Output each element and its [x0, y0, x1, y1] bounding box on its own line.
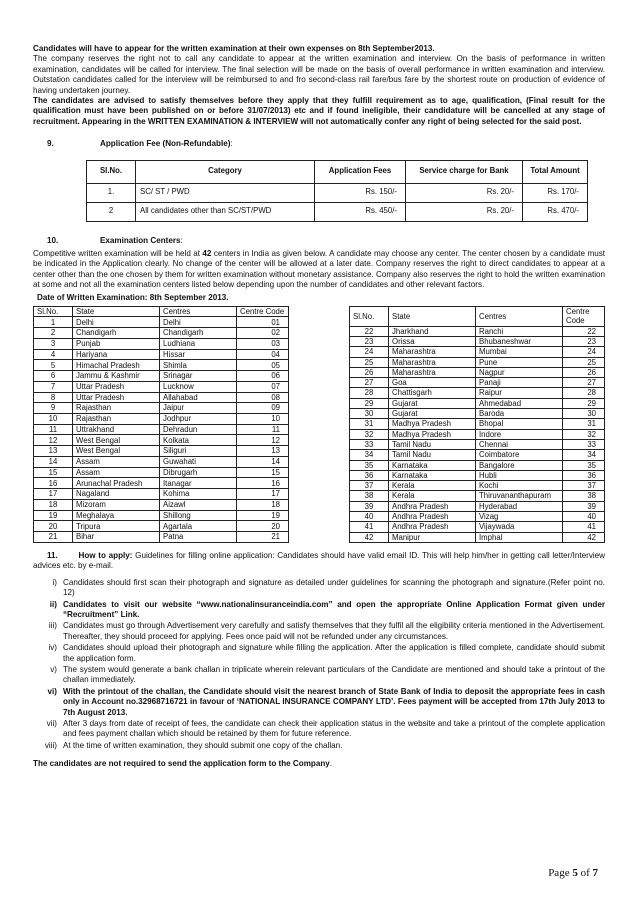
center-slno: 27 [350, 378, 389, 388]
center-code: 33 [563, 439, 605, 449]
center-name: Shimla [160, 360, 237, 371]
centers-header-row [350, 307, 605, 327]
center-name: Hissar [160, 349, 237, 360]
centers-count: 42 [202, 249, 212, 259]
center-code: 17 [237, 489, 289, 500]
center-code: 18 [237, 499, 289, 510]
center-state: Himachal Pradesh [73, 360, 160, 371]
item-numeral: ii) [49, 599, 57, 609]
fee-row [87, 202, 588, 221]
center-slno: 2 [34, 328, 73, 339]
center-code: 26 [563, 367, 605, 377]
center-state: Assam [73, 467, 160, 478]
center-state: Andhra Pradesh [389, 501, 476, 511]
center-code: 01 [237, 317, 289, 328]
center-slno: 11 [34, 424, 73, 435]
center-row [34, 499, 289, 510]
center-row [34, 338, 289, 349]
item-numeral: iv) [48, 643, 57, 653]
section-10-title: Examination Centers [100, 235, 181, 245]
centers-header-slno: Sl.No. [34, 307, 73, 317]
center-state: Kerala [389, 481, 476, 491]
center-code: 25 [563, 357, 605, 367]
center-name: Vizag [476, 512, 563, 522]
center-name: Siliguri [160, 446, 237, 457]
center-name: Allahabad [160, 392, 237, 403]
how-to-apply-item [33, 600, 605, 621]
center-state: Bihar [73, 532, 160, 543]
center-state: Meghalaya [73, 510, 160, 521]
center-name: Dibrugarh [160, 467, 237, 478]
center-row [350, 481, 605, 491]
how-to-apply-item [33, 719, 605, 740]
center-state: Uttar Pradesh [73, 381, 160, 392]
center-name: Kolkata [160, 435, 237, 446]
center-row [350, 512, 605, 522]
center-row [34, 317, 289, 328]
centers-paragraph-a: Competitive written examination will be held at [33, 249, 203, 259]
center-row [34, 446, 289, 457]
center-code: 08 [237, 392, 289, 403]
center-slno: 34 [350, 450, 389, 460]
center-row [34, 510, 289, 521]
centers-paragraph-b: centers in India as given below. A candidate may choose any center. The center chosen by a candidate must be indicated in the Application clearly. No change of the center will be allowed at a later date. Company reserves the right to direct candidates to appear at a center other than the one chosen by them for written examination without monetary assistance. Company also reserves the right to hold the written examination at some and not all the examination centers listed below depending upon the number of candidates and other relevant factors. [33, 249, 605, 290]
center-slno: 23 [350, 336, 389, 346]
center-name: Jaipur [160, 403, 237, 414]
exam-date: Date of Written Examination: 8th September 2013. [37, 292, 229, 302]
center-row [34, 478, 289, 489]
center-state: Tripura [73, 521, 160, 532]
item-text: At the time of written examination, they should submit one copy of the challan. [63, 740, 343, 750]
center-row [34, 435, 289, 446]
fee-cell: Rs. 20/- [406, 202, 523, 221]
center-slno: 26 [350, 367, 389, 377]
center-state: Orissa [389, 336, 476, 346]
center-state: Karnataka [389, 460, 476, 470]
center-state: Tamil Nadu [389, 450, 476, 460]
center-slno: 5 [34, 360, 73, 371]
center-code: 31 [563, 419, 605, 429]
fee-cell: Rs. 150/- [315, 183, 406, 202]
fee-cell: 1. [87, 183, 136, 202]
center-state: Rajasthan [73, 403, 160, 414]
center-row [350, 450, 605, 460]
center-state: Chattisgarh [389, 388, 476, 398]
fee-cell: 2 [87, 202, 136, 221]
center-row [350, 388, 605, 398]
center-state: Goa [389, 378, 476, 388]
item-numeral: iii) [48, 621, 57, 631]
centers-header-centres: Centres [476, 307, 563, 327]
fee-header-total: Total Amount [523, 160, 588, 183]
center-state: Andhra Pradesh [389, 512, 476, 522]
center-row [34, 521, 289, 532]
centers-header-centres: Centres [160, 307, 237, 317]
center-row [350, 409, 605, 419]
centers-header-slno: Sl.No. [350, 307, 389, 327]
section-9-heading [33, 139, 605, 149]
closing-dot: . [329, 759, 333, 769]
item-numeral: i) [52, 577, 57, 587]
center-row [350, 347, 605, 357]
center-slno: 21 [34, 532, 73, 543]
centers-header-code: Centre Code [237, 307, 289, 317]
center-name: Lucknow [160, 381, 237, 392]
center-slno: 4 [34, 349, 73, 360]
center-row [34, 360, 289, 371]
section-9-number: 9. [47, 139, 54, 149]
center-slno: 25 [350, 357, 389, 367]
center-code: 16 [237, 478, 289, 489]
center-name: Indore [476, 429, 563, 439]
item-text: After 3 days from date of receipt of fees, the candidate can check their application status in the website and take a printout of the complete application and fees payment challan which should be retained by them for future reference. [63, 719, 605, 739]
how-to-apply-item [33, 741, 605, 751]
fee-cell: Rs. 470/- [523, 202, 588, 221]
fee-cell: SC/ ST / PWD [136, 183, 315, 202]
center-row [34, 349, 289, 360]
how-to-apply-item [33, 643, 605, 664]
center-name: Mumbai [476, 347, 563, 357]
center-name: Imphal [476, 532, 563, 542]
center-slno: 6 [34, 371, 73, 382]
footer-of-word: of [580, 867, 590, 879]
center-code: 37 [563, 481, 605, 491]
center-name: Ludhiana [160, 338, 237, 349]
center-slno: 17 [34, 489, 73, 500]
center-code: 23 [563, 336, 605, 346]
fee-header-row [87, 160, 588, 183]
center-name: Panaji [476, 378, 563, 388]
center-code: 07 [237, 381, 289, 392]
center-slno: 7 [34, 381, 73, 392]
center-code: 35 [563, 460, 605, 470]
center-code: 42 [563, 532, 605, 542]
center-code: 29 [563, 398, 605, 408]
center-name: Hubli [476, 470, 563, 480]
center-slno: 37 [350, 481, 389, 491]
center-slno: 13 [34, 446, 73, 457]
center-slno: 18 [34, 499, 73, 510]
center-code: 34 [563, 450, 605, 460]
center-name: Pune [476, 357, 563, 367]
fee-header-service-charge: Service charge for Bank [406, 160, 523, 183]
center-name: Bangalore [476, 460, 563, 470]
center-row [34, 424, 289, 435]
center-row [350, 336, 605, 346]
center-name: Ahmedabad [476, 398, 563, 408]
center-slno: 19 [34, 510, 73, 521]
center-slno: 39 [350, 501, 389, 511]
center-code: 12 [237, 435, 289, 446]
center-slno: 14 [34, 456, 73, 467]
center-name: Itanagar [160, 478, 237, 489]
fee-header-category: Category [136, 160, 315, 183]
centers-header-state: State [389, 307, 476, 327]
center-code: 24 [563, 347, 605, 357]
center-row [34, 489, 289, 500]
center-slno: 8 [34, 392, 73, 403]
item-text: The system would generate a bank challan in triplicate wherein relevant particulars of the Candidate are mentioned and should take a printout of the challan immediately. [63, 664, 605, 685]
fee-cell: Rs. 450/- [315, 202, 406, 221]
centers-paragraph [33, 249, 605, 291]
center-slno: 31 [350, 419, 389, 429]
item-numeral: v) [50, 664, 57, 674]
center-name: Agartala [160, 521, 237, 532]
center-slno: 33 [350, 439, 389, 449]
center-slno: 22 [350, 326, 389, 336]
center-row [34, 456, 289, 467]
center-name: Shillong [160, 510, 237, 521]
center-state: Karnataka [389, 470, 476, 480]
center-row [350, 326, 605, 336]
center-slno: 15 [34, 467, 73, 478]
footer-page-word: Page [548, 867, 570, 879]
section-10-heading [33, 236, 605, 246]
section-9-title: Application Fee (Non-Refundable) [100, 139, 231, 149]
center-state: Assam [73, 456, 160, 467]
center-code: 32 [563, 429, 605, 439]
center-name: Chennai [476, 439, 563, 449]
center-code: 03 [237, 338, 289, 349]
center-name: Hyderabad [476, 501, 563, 511]
center-row [350, 419, 605, 429]
center-state: Gujarat [389, 409, 476, 419]
center-code: 40 [563, 512, 605, 522]
center-name: Delhi [160, 317, 237, 328]
center-slno: 35 [350, 460, 389, 470]
center-row [350, 501, 605, 511]
center-row [350, 491, 605, 501]
how-to-apply-list [33, 578, 605, 752]
center-state: Jharkhand [389, 326, 476, 336]
exam-expense-note: Candidates will have to appear for the written examination at their own expenses on 8th September2013. [33, 44, 435, 53]
section-11-number: 11. [47, 550, 58, 560]
center-state: Maharashtra [389, 347, 476, 357]
item-numeral: viii) [44, 740, 57, 750]
center-state: Rajasthan [73, 414, 160, 425]
center-slno: 10 [34, 414, 73, 425]
center-code: 20 [237, 521, 289, 532]
center-name: Kochi [476, 481, 563, 491]
center-code: 21 [237, 532, 289, 543]
center-name: Aizawl [160, 499, 237, 510]
center-slno: 16 [34, 478, 73, 489]
center-state: Maharashtra [389, 367, 476, 377]
centers-header-code: Centre Code [563, 307, 605, 327]
center-state: Kerala [389, 491, 476, 501]
document-page [33, 44, 605, 770]
closing-note [33, 759, 605, 769]
center-row [350, 398, 605, 408]
footer-page-total: 7 [592, 867, 598, 879]
center-slno: 24 [350, 347, 389, 357]
center-state: Maharashtra [389, 357, 476, 367]
center-code: 14 [237, 456, 289, 467]
center-slno: 20 [34, 521, 73, 532]
center-code: 02 [237, 328, 289, 339]
center-code: 27 [563, 378, 605, 388]
center-slno: 9 [34, 403, 73, 414]
section-11-intro [33, 551, 605, 572]
center-state: Uttar Pradesh [73, 392, 160, 403]
center-row [350, 522, 605, 532]
center-row [34, 381, 289, 392]
center-state: Mizoram [73, 499, 160, 510]
center-code: 13 [237, 446, 289, 457]
center-slno: 41 [350, 522, 389, 532]
center-row [34, 467, 289, 478]
center-row [350, 378, 605, 388]
center-slno: 28 [350, 388, 389, 398]
center-state: Uttrakhand [73, 424, 160, 435]
item-text: Candidates to visit our website “www.nationalinsuranceindia.com” and open the appropriate Online Application Format given under “Recruitment” Link. [63, 599, 605, 619]
center-row [34, 328, 289, 339]
item-text: With the printout of the challan, the Candidate should visit the nearest branch of State Bank of India to deposit the appropriate fees in cash only in Account no.32968716721 in favour of ‘NATIONAL INSURANCE COMPANY LTD’. Fees payment will be accepted from 17th July 2013 to 7th August 2013. [63, 686, 605, 717]
center-state: Tamil Nadu [389, 439, 476, 449]
center-slno: 30 [350, 409, 389, 419]
centers-header-row [34, 307, 289, 317]
center-slno: 42 [350, 532, 389, 542]
center-state: West Bengal [73, 446, 160, 457]
application-fee-table [86, 160, 588, 222]
centers-header-state: State [73, 307, 160, 317]
center-state: Punjab [73, 338, 160, 349]
center-slno: 36 [350, 470, 389, 480]
center-slno: 38 [350, 491, 389, 501]
center-code: 22 [563, 326, 605, 336]
center-name: Ranchi [476, 326, 563, 336]
section-9-colon: : [230, 139, 233, 149]
center-row [34, 371, 289, 382]
center-code: 15 [237, 467, 289, 478]
center-name: Raipur [476, 388, 563, 398]
fee-header-fees: Application Fees [315, 160, 406, 183]
center-code: 10 [237, 414, 289, 425]
center-state: Arunachal Pradesh [73, 478, 160, 489]
center-state: Madhya Pradesh [389, 429, 476, 439]
center-name: Patna [160, 532, 237, 543]
center-row [34, 532, 289, 543]
center-code: 05 [237, 360, 289, 371]
centers-table-left [33, 306, 289, 543]
fee-cell: Rs. 20/- [406, 183, 523, 202]
center-name: Bhopal [476, 419, 563, 429]
center-code: 06 [237, 371, 289, 382]
how-to-apply-item [33, 687, 605, 718]
center-state: Gujarat [389, 398, 476, 408]
center-state: Nagaland [73, 489, 160, 500]
center-slno: 32 [350, 429, 389, 439]
center-name: Baroda [476, 409, 563, 419]
eligibility-note: The candidates are advised to satisfy themselves before they apply that they fulfill requirement as to age, qualification, (Final result for the qualification must have been published on or before 31/07/2013) etc and if found ineligible, their candidature will be cancelled at any stage of recruitment. Appearing in the WRITTEN EXAMINATION & INTERVIEW will not automatically confer any right of being selected for the said post. [33, 96, 605, 126]
center-row [350, 429, 605, 439]
how-to-apply-item [33, 621, 605, 642]
centers-tables [33, 306, 605, 543]
center-slno: 12 [34, 435, 73, 446]
item-text: Candidates should upload their photograph and signature while filling the application. After the application is filled complete, candidate should submit the application form. [63, 643, 605, 663]
center-name: Dehradun [160, 424, 237, 435]
center-row [350, 470, 605, 480]
item-numeral: vii) [46, 719, 57, 729]
footer-page-number: 5 [572, 867, 578, 879]
page-footer [548, 867, 598, 879]
center-state: Hariyana [73, 349, 160, 360]
center-name: Thiruvananthapuram [476, 491, 563, 501]
center-code: 30 [563, 409, 605, 419]
center-code: 28 [563, 388, 605, 398]
center-name: Vijaywada [476, 522, 563, 532]
center-code: 04 [237, 349, 289, 360]
center-row [350, 357, 605, 367]
center-row [34, 392, 289, 403]
center-name: Coimbatore [476, 450, 563, 460]
center-name: Srinagar [160, 371, 237, 382]
item-text: Candidates should first scan their photograph and signature as detailed under guidelines for scanning the photograph and signature.(Refer point no. 12) [63, 577, 605, 598]
center-name: Chandigarh [160, 328, 237, 339]
center-name: Guwahati [160, 456, 237, 467]
fee-cell: Rs. 170/- [523, 183, 588, 202]
center-code: 38 [563, 491, 605, 501]
fee-header-slno: Sl.No. [87, 160, 136, 183]
section-11-lead: Guidelines for filling online application: Candidates should have valid email ID. This will help him/her in getting call letter/Interview advices etc. by e-mail. [33, 550, 606, 571]
center-name: Jodhpur [160, 414, 237, 425]
center-code: 09 [237, 403, 289, 414]
center-code: 41 [563, 522, 605, 532]
center-state: Chandigarh [73, 328, 160, 339]
section-10-number: 10. [47, 235, 59, 245]
section-10-colon: : [180, 235, 183, 245]
closing-text: The candidates are not required to send the application form to the Company [33, 759, 330, 769]
fee-row [87, 183, 588, 202]
center-state: Delhi [73, 317, 160, 328]
how-to-apply-item [33, 578, 605, 599]
centers-table-right [349, 306, 605, 543]
how-to-apply-item [33, 665, 605, 686]
center-slno: 1 [34, 317, 73, 328]
center-row [350, 532, 605, 542]
center-row [350, 460, 605, 470]
center-row [350, 367, 605, 377]
center-slno: 40 [350, 512, 389, 522]
item-text: Candidates must go through Advertisement very carefully and satisfy themselves that they fulfil all the eligibility criteria mentioned in the Advertisement. Thereafter, they should proceed for applying. Fees once paid will not be refunded under any circumstances. [63, 621, 605, 641]
center-row [350, 439, 605, 449]
section-11-title: How to apply: [78, 550, 133, 560]
center-state: Madhya Pradesh [389, 419, 476, 429]
center-name: Nagpur [476, 367, 563, 377]
center-row [34, 403, 289, 414]
selection-note: The company reserves the right not to call any candidate to appear at the written examination and interview. On the basis of performance in written examination, candidates will be called for interview. The final selection will be made on the basis of overall performance in written examination and interview. Outstation candidates called for the interview will be reimbursed to and fro second-class rail fare/bus fare by the shortest route on production of evidence of having undertaken journey. [33, 54, 605, 95]
center-slno: 3 [34, 338, 73, 349]
center-state: Andhra Pradesh [389, 522, 476, 532]
center-state: Jammu & Kashmir [73, 371, 160, 382]
center-slno: 29 [350, 398, 389, 408]
center-code: 36 [563, 470, 605, 480]
center-code: 39 [563, 501, 605, 511]
center-state: Manipur [389, 532, 476, 542]
center-row [34, 414, 289, 425]
center-code: 11 [237, 424, 289, 435]
center-code: 19 [237, 510, 289, 521]
item-numeral: vi) [47, 686, 57, 696]
fee-cell: All candidates other than SC/ST/PWD [136, 202, 315, 221]
center-name: Bhubaneshwar [476, 336, 563, 346]
center-state: West Bengal [73, 435, 160, 446]
center-name: Kohima [160, 489, 237, 500]
